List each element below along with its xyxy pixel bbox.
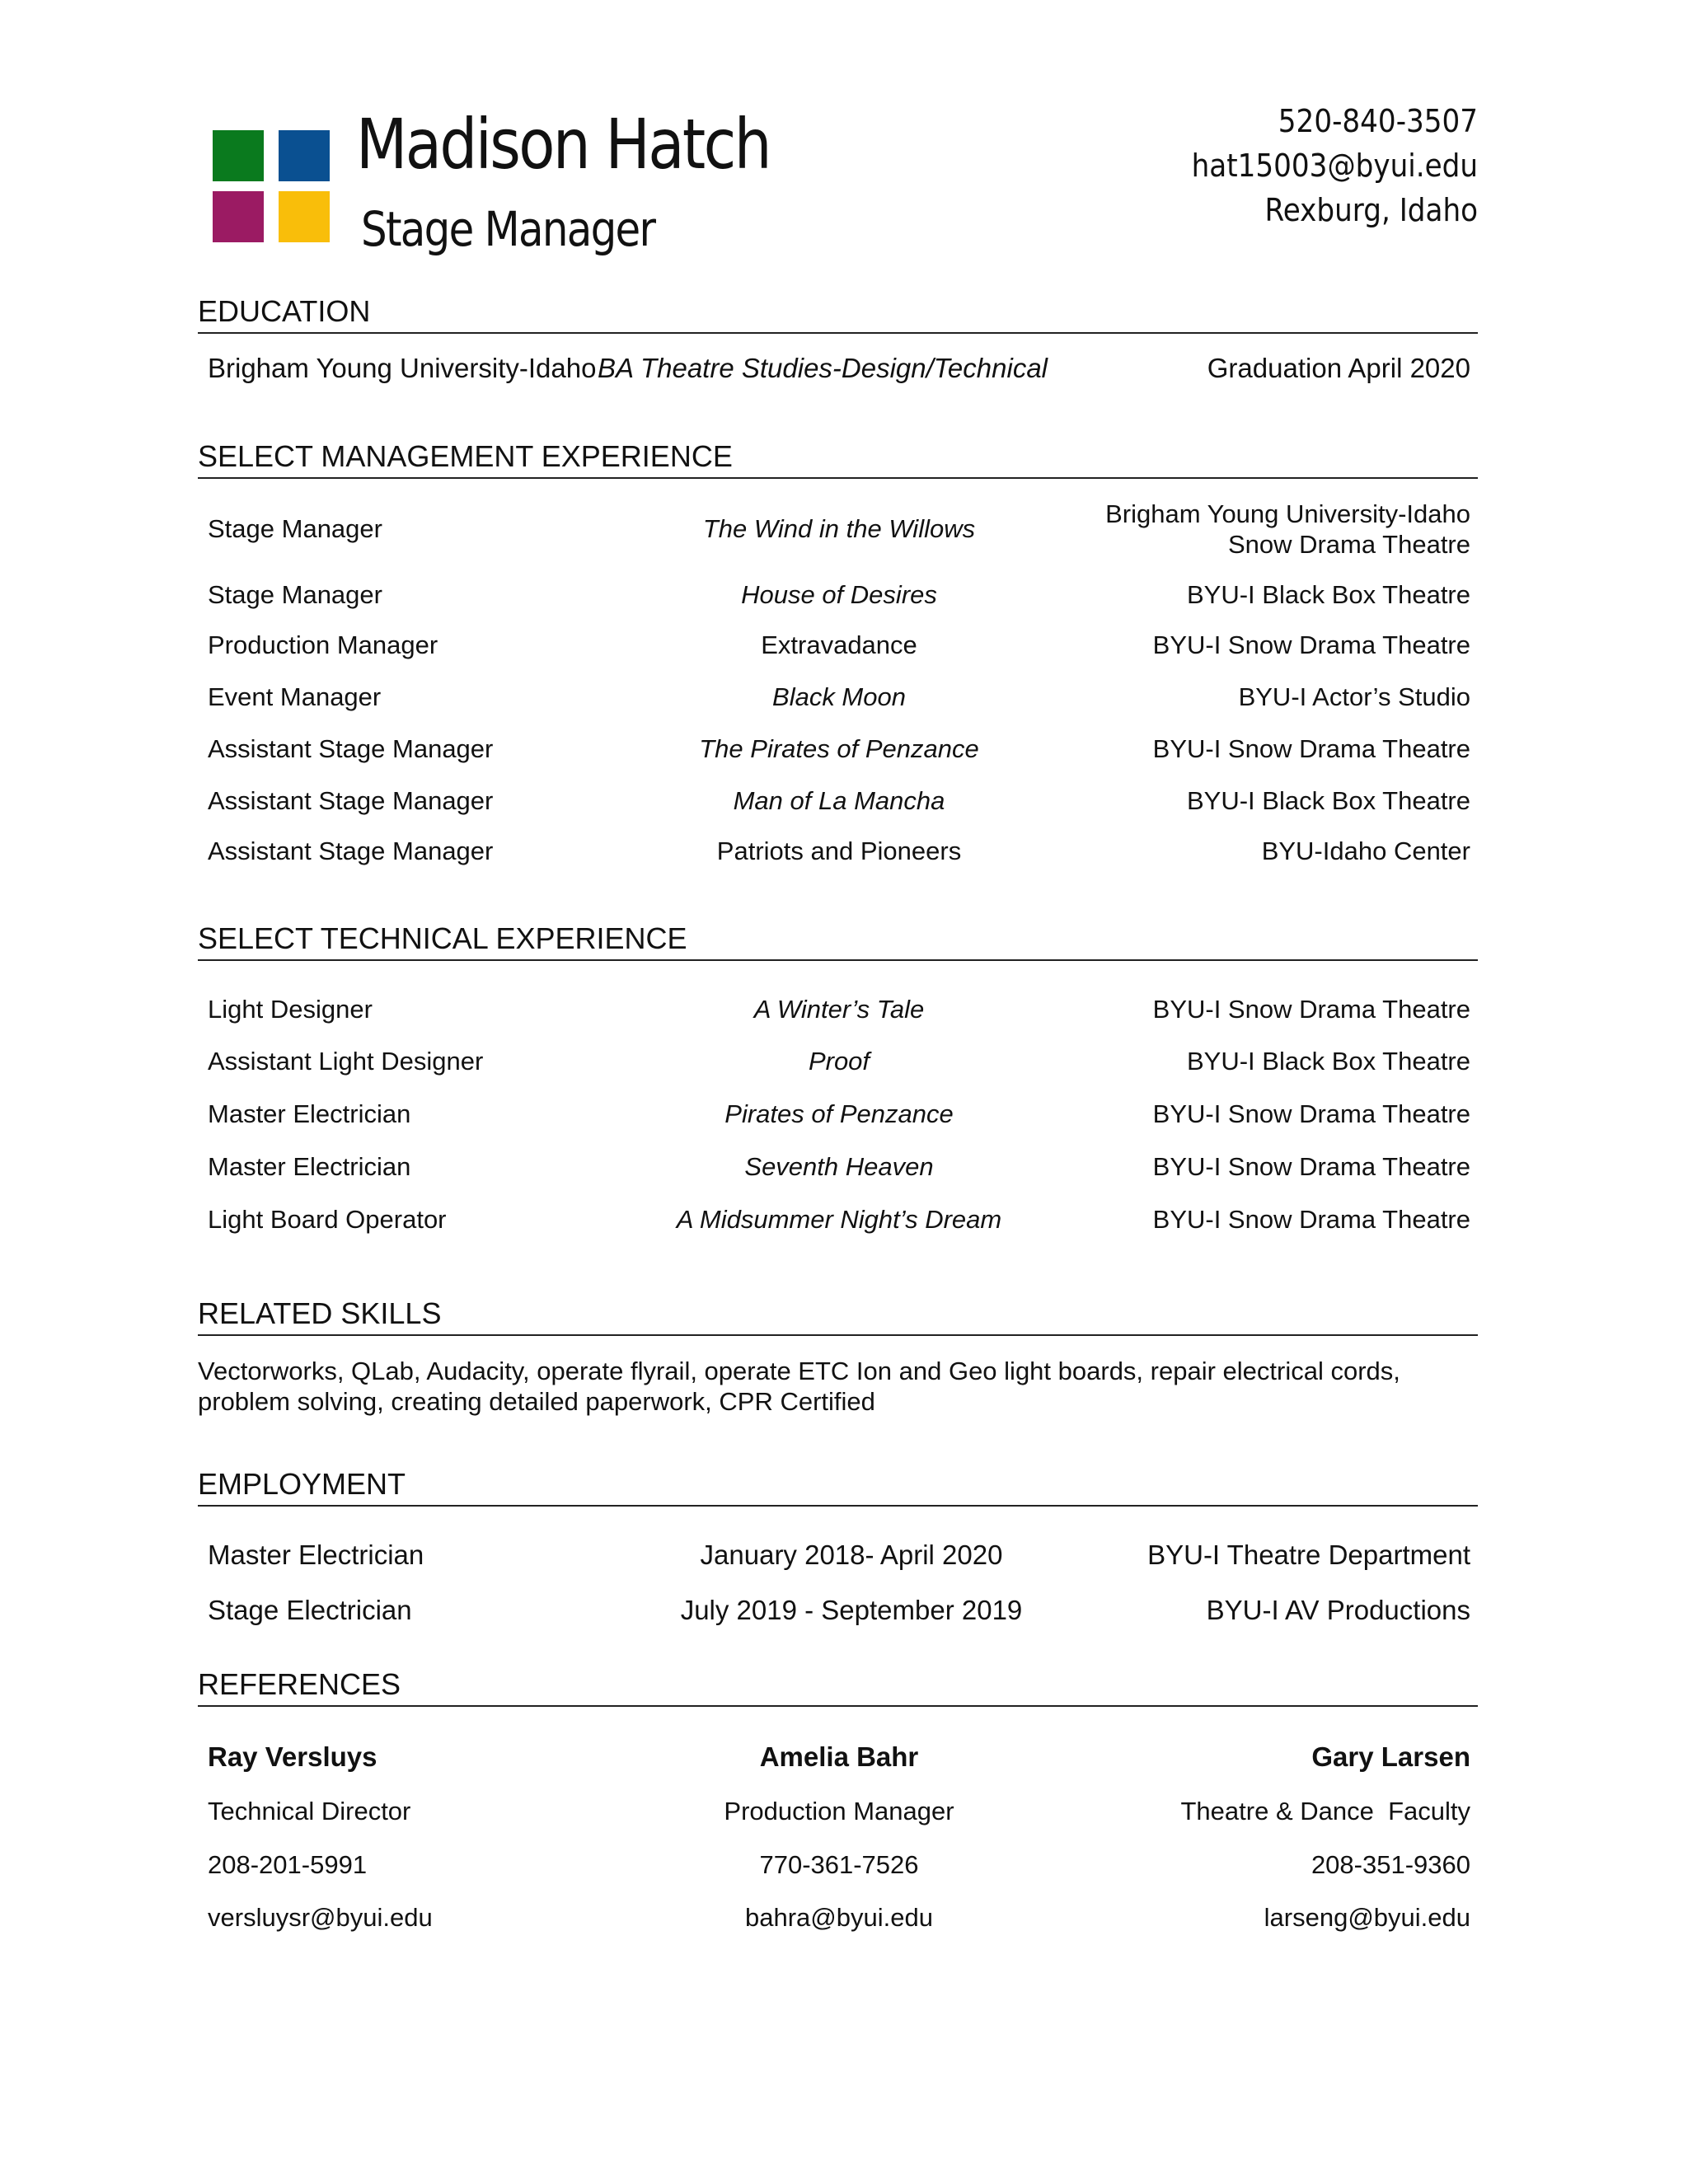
role: Assistant Stage Manager — [208, 734, 494, 763]
reference-phones-row — [208, 1844, 1470, 1886]
applicant-title: Stage Manager — [361, 201, 655, 257]
reference-title: Theatre & Dance Faculty — [1180, 1797, 1470, 1825]
reference-title: Production Manager — [724, 1797, 954, 1825]
reference-email: bahra@byui.edu — [745, 1903, 933, 1932]
references-heading: REFERENCES — [198, 1667, 1478, 1707]
skills-text: Vectorworks, QLab, Audacity, operate flyrail, operate ETC Ion and Geo light boards, repair electrical cords, problem solving, creating detailed paperwork, CPR Certified — [198, 1357, 1400, 1416]
reference-name: Ray Versluys — [208, 1741, 377, 1772]
education-row — [208, 348, 1470, 389]
contact-location: Rexburg, Idaho — [1264, 192, 1478, 228]
management-row — [208, 831, 1470, 872]
role: Stage Manager — [208, 514, 382, 543]
employment-heading: EMPLOYMENT — [198, 1467, 1478, 1507]
show: Pirates of Penzance — [724, 1099, 954, 1128]
show: A Winter’s Tale — [753, 995, 925, 1024]
employment-row — [208, 1535, 1470, 1576]
venue: BYU-I Black Box Theatre — [1186, 786, 1470, 815]
degree: BA Theatre Studies-Design/Technical — [597, 353, 1048, 383]
reference-phone: 208-201-5991 — [208, 1850, 368, 1879]
reference-emails-row — [208, 1897, 1470, 1938]
school: Brigham Young University-Idaho — [208, 353, 597, 383]
venue-line2: Snow Drama Theatre — [1227, 530, 1470, 559]
education-heading: EDUCATION — [198, 294, 1478, 334]
reference-title: Technical Director — [208, 1797, 411, 1825]
show: Man of La Mancha — [733, 786, 945, 815]
venue: BYU-Idaho Center — [1261, 837, 1470, 865]
reference-name: Amelia Bahr — [759, 1741, 919, 1772]
venue-line1: Brigham Young University-Idaho — [1105, 499, 1470, 528]
management-row — [208, 499, 1470, 559]
job-title: Master Electrician — [208, 1540, 424, 1570]
reference-names-row — [208, 1736, 1470, 1778]
employer: BYU-I Theatre Department — [1147, 1540, 1470, 1570]
technical-row — [208, 1199, 1470, 1240]
venue: BYU-I Black Box Theatre — [1186, 1047, 1470, 1076]
reference-phone: 770-361-7526 — [759, 1850, 919, 1879]
reference-titles-row — [208, 1791, 1470, 1832]
technical-heading: SELECT TECHNICAL EXPERIENCE — [198, 921, 1478, 961]
management-row — [208, 574, 1470, 616]
venue: BYU-I Snow Drama Theatre — [1152, 1205, 1470, 1234]
show: Black Moon — [772, 682, 906, 711]
employer: BYU-I AV Productions — [1206, 1595, 1470, 1625]
logo-square-blue — [279, 130, 330, 181]
employment-row — [208, 1590, 1470, 1631]
management-row — [208, 677, 1470, 718]
applicant-name: Madison Hatch — [356, 104, 770, 185]
role: Event Manager — [208, 682, 382, 711]
venue: BYU-I Snow Drama Theatre — [1152, 1099, 1470, 1128]
role: Master Electrician — [208, 1152, 411, 1181]
logo-square-magenta — [213, 191, 264, 242]
show: House of Desires — [741, 580, 937, 609]
logo-square-green — [213, 130, 264, 181]
role: Production Manager — [208, 630, 438, 659]
job-dates: January 2018- April 2020 — [700, 1540, 1003, 1570]
technical-row — [208, 1041, 1470, 1082]
show: Patriots and Pioneers — [716, 837, 962, 865]
graduation: Graduation April 2020 — [1207, 353, 1470, 383]
venue: BYU-I Actor’s Studio — [1238, 682, 1470, 711]
management-row — [208, 625, 1470, 666]
technical-row — [208, 1146, 1470, 1188]
venue: BYU-I Snow Drama Theatre — [1152, 630, 1470, 659]
management-row — [208, 729, 1470, 770]
technical-row — [208, 1094, 1470, 1135]
reference-phone: 208-351-9360 — [1311, 1850, 1470, 1879]
role: Master Electrician — [208, 1099, 411, 1128]
role: Assistant Stage Manager — [208, 786, 494, 815]
skills-heading: RELATED SKILLS — [198, 1296, 1478, 1336]
show: The Wind in the Willows — [702, 514, 976, 543]
role: Assistant Stage Manager — [208, 837, 494, 865]
contact-block — [1160, 99, 1478, 232]
venue: BYU-I Snow Drama Theatre — [1152, 734, 1470, 763]
show: A Midsummer Night’s Dream — [676, 1205, 1002, 1234]
role: Assistant Light Designer — [208, 1047, 484, 1076]
management-row — [208, 780, 1470, 822]
contact-email: hat15003@byui.edu — [1191, 148, 1478, 184]
show: The Pirates of Penzance — [699, 734, 979, 763]
technical-row — [208, 989, 1470, 1030]
role: Light Designer — [208, 995, 373, 1024]
logo — [213, 130, 330, 247]
reference-email: larseng@byui.edu — [1264, 1903, 1470, 1932]
job-dates: July 2019 - September 2019 — [680, 1595, 1023, 1625]
show: Proof — [808, 1047, 870, 1076]
job-title: Stage Electrician — [208, 1595, 412, 1625]
venue — [1105, 499, 1470, 560]
contact-phone: 520-840-3507 — [1278, 103, 1478, 139]
role: Light Board Operator — [208, 1205, 447, 1234]
show: Seventh Heaven — [744, 1152, 934, 1181]
reference-name: Gary Larsen — [1311, 1741, 1470, 1772]
management-heading: SELECT MANAGEMENT EXPERIENCE — [198, 439, 1478, 479]
show: Extravadance — [761, 630, 917, 659]
reference-email: versluysr@byui.edu — [208, 1903, 433, 1932]
role: Stage Manager — [208, 580, 382, 609]
logo-square-yellow — [279, 191, 330, 242]
venue: BYU-I Snow Drama Theatre — [1152, 995, 1470, 1024]
venue: BYU-I Black Box Theatre — [1186, 580, 1470, 609]
venue: BYU-I Snow Drama Theatre — [1152, 1152, 1470, 1181]
